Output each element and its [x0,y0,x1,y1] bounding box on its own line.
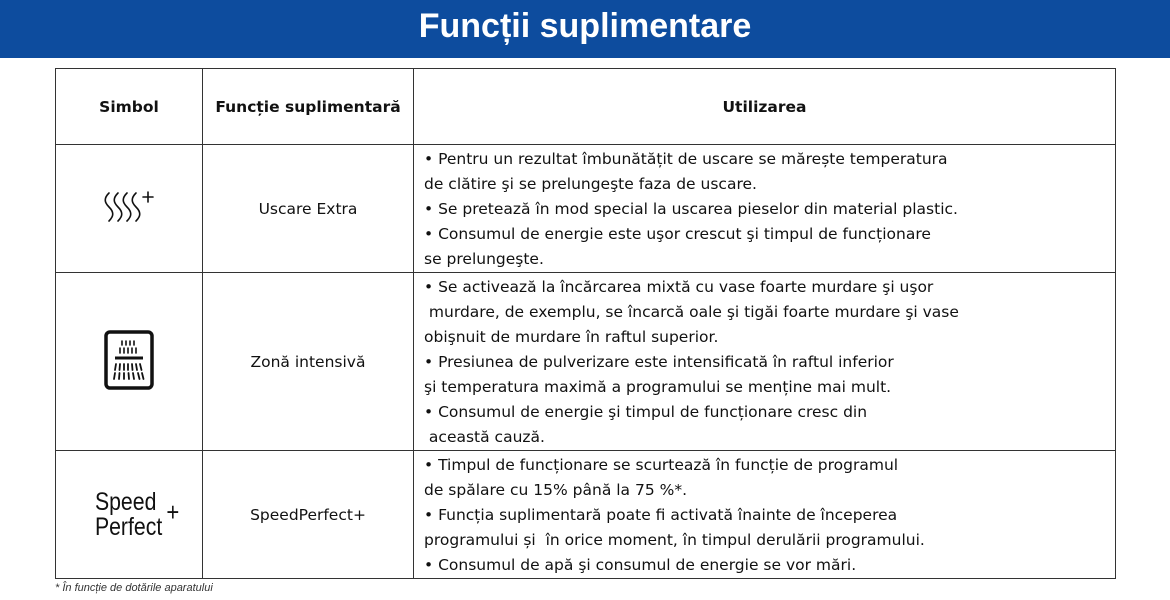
functions-table [55,68,1116,579]
function-name: Uscare Extra [203,145,414,273]
header-symbol: Simbol [56,69,203,145]
usage-line: de clătire şi se prelungeşte faza de uscare. [424,175,757,193]
usage-line: • Se pretează în mod special la uscarea pieselor din material plastic. [424,200,958,218]
usage-line: programului și în orice moment, în timpul derulării programului. [424,531,925,549]
usage-line: • Presiunea de pulverizare este intensificată în raftul inferior [424,353,894,371]
usage-cell [414,145,1116,273]
plus-icon: + [166,496,180,527]
usage-line: • Pentru un rezultat îmbunătățit de uscare se mărește temperatura [424,150,948,168]
speedperfect-icon [95,487,180,541]
usage-line: • Se activează la încărcarea mixtă cu vase foarte murdare şi uşor [424,278,934,296]
symbol-cell [56,145,203,273]
table-row [56,145,1116,273]
usage-line: de spălare cu 15% până la 75 %*. [424,481,688,499]
usage-line: şi temperatura maximă a programului se menține mai mult. [424,378,892,396]
usage-cell [414,273,1116,451]
table-header-row [56,69,1116,145]
footnote: * În funcție de dotările aparatului [55,582,213,594]
table-row [56,451,1116,579]
table-row [56,273,1116,451]
symbol-cell [56,273,203,451]
usage-line: se prelungeşte. [424,250,544,268]
usage-line: • Consumul de energie şi timpul de funcționare cresc din [424,403,868,421]
header-usage: Utilizarea [414,69,1116,145]
usage-line: murdare, de exemplu, se încarcă oale şi tigăi foarte murdare şi vase [424,303,959,321]
usage-line: • Funcția suplimentară poate fi activată înainte de începerea [424,506,898,524]
speedperfect-icon-line1: Speed [95,487,157,516]
page-title: Funcții suplimentare [0,0,1170,58]
function-name: Zonă intensivă [203,273,414,451]
usage-line: • Consumul de apă şi consumul de energie se vor mări. [424,556,857,574]
header-function: Funcție suplimentară [203,69,414,145]
speedperfect-icon-line2: Perfect [95,512,163,541]
symbol-cell [56,451,203,579]
function-name: SpeedPerfect+ [203,451,414,579]
usage-line: • Timpul de funcționare se scurtează în funcție de programul [424,456,899,474]
usage-line: • Consumul de energie este uşor crescut şi timpul de funcționare [424,225,931,243]
extra-dry-icon [101,187,157,227]
usage-line: obişnuit de murdare în raftul superior. [424,328,719,346]
usage-line: această cauză. [424,428,545,446]
intensive-zone-icon [103,329,155,391]
usage-cell [414,451,1116,579]
